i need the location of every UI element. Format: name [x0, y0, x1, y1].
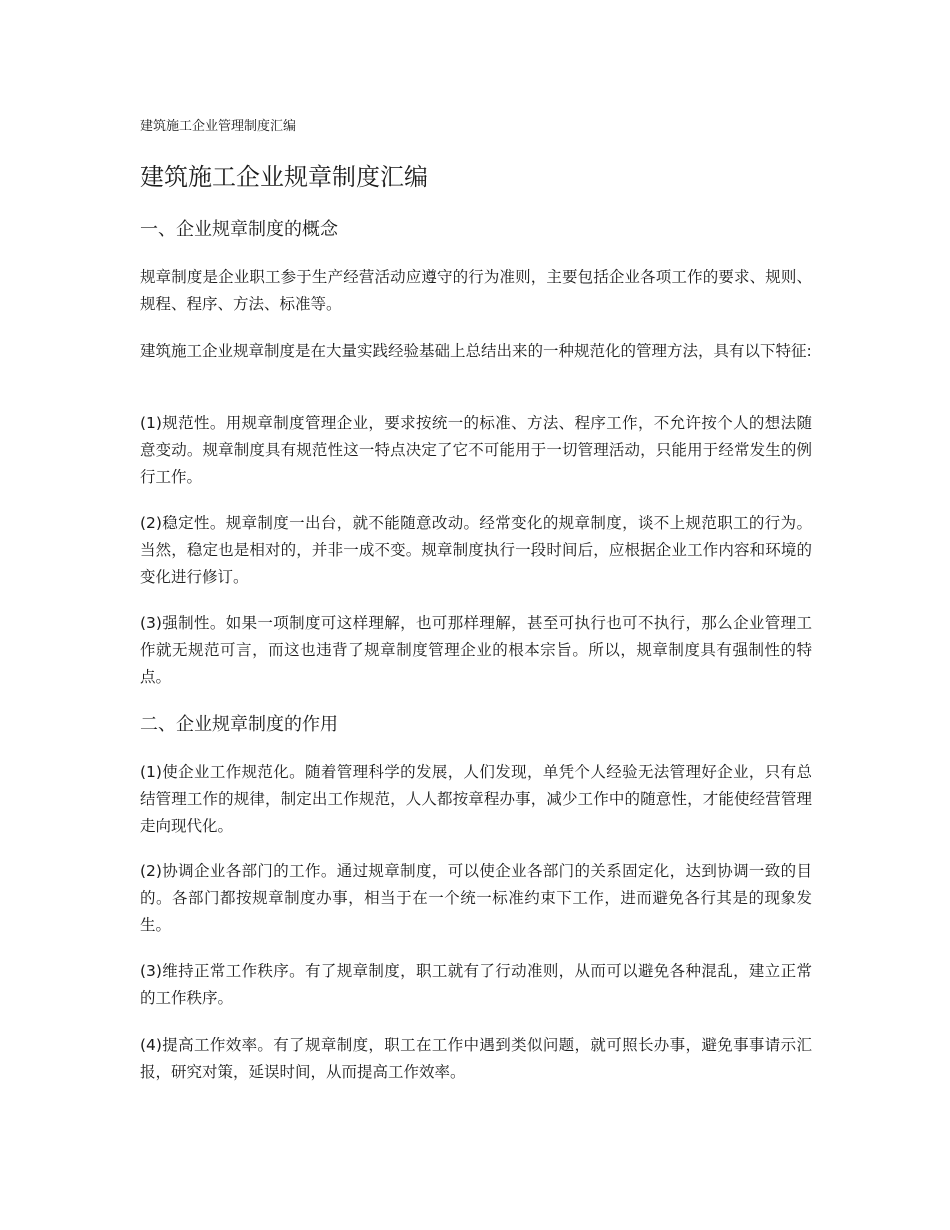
running-header: 建筑施工企业管理制度汇编 [140, 119, 297, 134]
paragraph: (1)规范性。用规章制度管理企业，要求按统一的标准、方法、程序工作，不允许按个人的想法随意变动。规章制度具有规范性这一特点决定了它不可能用于一切管理活动，只能用于经常发生的例行工作。 [140, 414, 812, 486]
paragraph: (2)稳定性。规章制度一出台，就不能随意改动。经常变化的规章制度，谈不上规范职工的行为。当然，稳定也是相对的，并非一成不变。规章制度执行一段时间后，应根据企业工作内容和环境的变化进行修订。 [140, 514, 812, 586]
paragraph: 规章制度是企业职工参于生产经营活动应遵守的行为准则，主要包括企业各项工作的要求、规则、规程、程序、方法、标准等。 [140, 268, 812, 313]
paragraph: (4)提高工作效率。有了规章制度，职工在工作中遇到类似问题，就可照长办事，避免事事请示汇报，研究对策，延误时间，从而提高工作效率。 [140, 1036, 812, 1081]
paragraph: (3)维持正常工作秩序。有了规章制度，职工就有了行动准则，从而可以避免各种混乱，建立正常的工作秩序。 [140, 962, 812, 1007]
paragraph: (2)协调企业各部门的工作。通过规章制度，可以使企业各部门的关系固定化，达到协调一致的目的。各部门都按规章制度办事，相当于在一个统一标准约束下工作，进而避免各行其是的现象发生。 [140, 862, 812, 934]
section-heading-concept: 一、企业规章制度的概念 [140, 219, 338, 240]
paragraph: 建筑施工企业规章制度是在大量实践经验基础上总结出来的一种规范化的管理方法，具有以下特征: [140, 342, 812, 360]
paragraph: (3)强制性。如果一项制度可这样理解，也可那样理解，甚至可执行也可不执行，那么企业管理工作就无规范可言，而这也违背了规章制度管理企业的根本宗旨。所以，规章制度具有强制性的特点。 [140, 614, 812, 686]
paragraph: (1)使企业工作规范化。随着管理科学的发展，人们发现，单凭个人经验无法管理好企业，只有总结管理工作的规律，制定出工作规范，人人都按章程办事，减少工作中的随意性，才能使经营管理走向现代化。 [140, 763, 812, 835]
section-heading-function: 二、企业规章制度的作用 [140, 714, 338, 735]
document-title: 建筑施工企业规章制度汇编 [140, 163, 428, 191]
